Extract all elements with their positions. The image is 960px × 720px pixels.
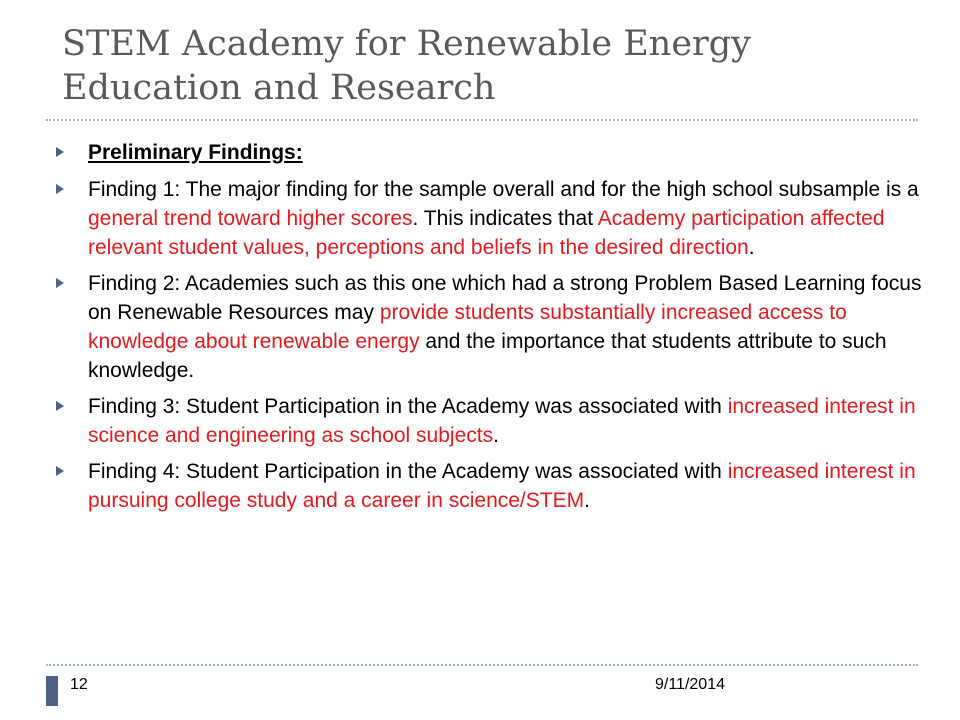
bullet-text: and the importance that students attribute to such knowledge. xyxy=(88,330,887,382)
bullet-text: Finding 1: The major finding for the sample overall and for the high school subsample is a xyxy=(88,178,919,201)
bullet-text: Preliminary Findings: xyxy=(88,141,303,164)
bullet-heading xyxy=(56,138,922,167)
bullet-item xyxy=(56,457,922,515)
slide-date: 9/11/2014 xyxy=(655,676,725,693)
bullet-text: . xyxy=(493,424,499,447)
slide-number: 12 xyxy=(70,676,88,693)
slide-title xyxy=(62,22,922,110)
bullet-text: . xyxy=(748,236,755,259)
bullet-item xyxy=(56,392,922,450)
triangle-right-bullet-icon xyxy=(56,466,64,476)
bullet-text: . This indicates that xyxy=(412,207,598,230)
highlighted-text: general trend toward higher scores xyxy=(88,207,413,230)
bullet-text: Finding 2: Academies such as this one which had a strong Problem Based Learning focus on Renewable Resources may xyxy=(88,272,922,324)
bullet-text: Finding 3: Student Participation in the Academy was associated with xyxy=(88,395,728,418)
triangle-right-bullet-icon xyxy=(56,278,64,288)
footer-accent-bar xyxy=(46,676,58,706)
title-divider xyxy=(46,119,918,121)
bullet-item xyxy=(56,175,922,262)
findings-bullet-list xyxy=(56,138,922,522)
highlighted-text: increased interest in pursuing college study and a career in science/STEM xyxy=(88,460,916,512)
highlighted-text: increased interest in science and engineering as school subjects xyxy=(88,395,916,447)
triangle-right-bullet-icon xyxy=(56,147,64,157)
highlighted-text: provide students substantially increased access to knowledge about renewable energy xyxy=(88,301,847,353)
highlighted-text: Academy participation affected relevant student values, perceptions and beliefs in the desired direction xyxy=(88,207,885,259)
slide-title-line-2: Education and Research xyxy=(62,68,496,108)
bullet-text: . xyxy=(584,489,590,512)
bullet-text: Finding 4: Student Participation in the Academy was associated with xyxy=(88,460,728,483)
bullet-item xyxy=(56,269,922,385)
triangle-right-bullet-icon xyxy=(56,401,64,411)
footer-divider xyxy=(46,664,918,666)
triangle-right-bullet-icon xyxy=(56,184,64,194)
slide-title-line-1: STEM Academy for Renewable Energy xyxy=(62,24,751,64)
